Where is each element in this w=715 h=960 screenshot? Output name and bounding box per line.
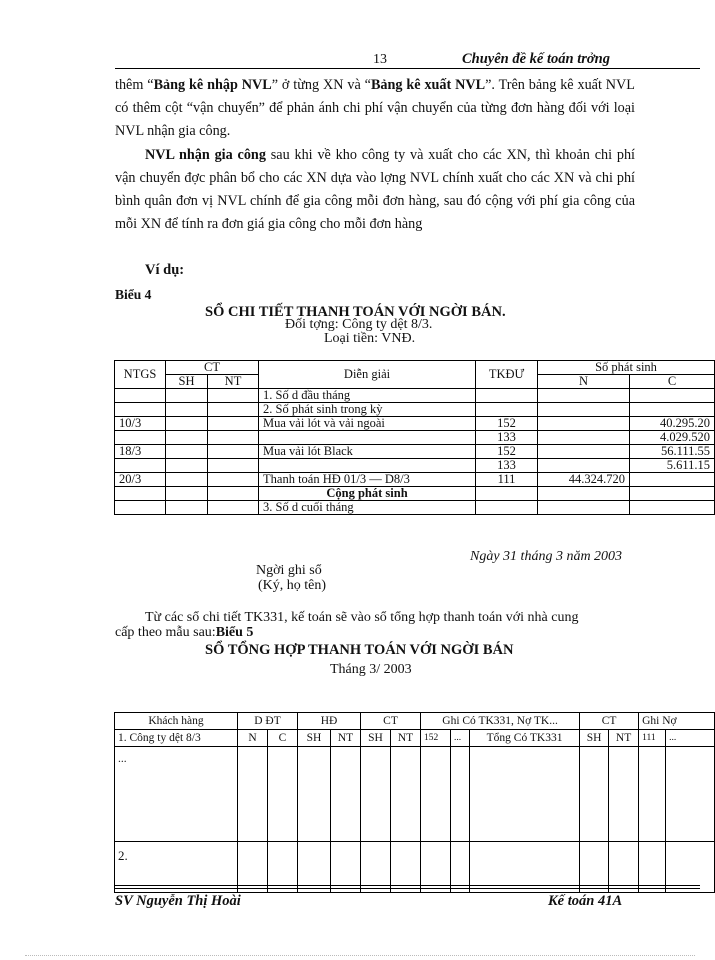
cell-tkdu: 152 (476, 417, 538, 431)
example-label: Ví dụ: (145, 262, 185, 278)
col-tkdu: TKĐƯ (476, 361, 538, 389)
col-khach-hang: Khách hàng (115, 713, 238, 730)
col-hd: HĐ (298, 713, 361, 730)
text: Từ các sổ chi tiết TK331, kế toán sẽ vào sổ tổng hợp thanh toán với nhà cung (145, 610, 579, 625)
summary-table (114, 712, 715, 893)
table-row (115, 747, 715, 842)
table-row (115, 445, 715, 459)
cell-n (538, 487, 630, 501)
cell-n (538, 445, 630, 459)
header-rule (115, 68, 700, 69)
table-row (115, 730, 715, 747)
cell-tkdu (476, 501, 538, 515)
cell-nt: NT (391, 730, 421, 747)
cell-nt: NT (331, 730, 361, 747)
cell-sh (166, 473, 208, 487)
paragraph-3 (145, 610, 579, 625)
cell-dien-giai: 3. Số d cuối tháng (259, 501, 476, 515)
text: ”. Trên bảng kê xuất NVL có thêm cột “vận chuyển” để phản ánh chi phí vận chuyển của từng đơn hàng đối với loại NVL nhận gia công. (115, 77, 635, 139)
cell-dots: ... (666, 730, 715, 747)
cell-n (538, 403, 630, 417)
col-n: N (538, 375, 630, 389)
cell-dien-giai: 2. Số phát sinh trong kỳ (259, 403, 476, 417)
cell-tkdu: 133 (476, 431, 538, 445)
cell-ntgs (115, 389, 166, 403)
cell-c: 56.111.55 (630, 445, 715, 459)
col-ghi-co: Ghi Có TK331, Nợ TK... (421, 713, 580, 730)
cell-c (630, 487, 715, 501)
signature-date: Ngày 31 tháng 3 năm 2003 (470, 549, 623, 564)
table-row (115, 487, 715, 501)
table2-period: Tháng 3/ 2003 (330, 662, 412, 677)
cell-n (538, 459, 630, 473)
cell-dots: ... (115, 747, 238, 842)
cell-nt (208, 445, 259, 459)
cell-tkdu (476, 403, 538, 417)
cell-tong-co: Tổng Có TK331 (470, 730, 580, 747)
cell-n (538, 389, 630, 403)
table1-currency: Loại tiền: VNĐ. (324, 331, 416, 346)
cell-c (630, 389, 715, 403)
cell-sh (166, 431, 208, 445)
cell-nt (208, 459, 259, 473)
table-row (115, 473, 715, 487)
cell-n: N (238, 730, 268, 747)
cell-sh (166, 389, 208, 403)
cell-ntgs: 20/3 (115, 473, 166, 487)
cell-sh (166, 501, 208, 515)
ledger-table (114, 360, 715, 515)
footer-rule (115, 888, 700, 889)
cell-tkdu (476, 389, 538, 403)
running-title: Chuyên đề kế toán trởng (462, 51, 610, 67)
bold-text: NVL nhận gia công (145, 147, 266, 163)
cell-sh: SH (298, 730, 331, 747)
cell-tkdu (476, 487, 538, 501)
cell-dien-giai: Mua vải lót và vải ngoài (259, 417, 476, 431)
cell-sh: SH (361, 730, 391, 747)
bold-text: Bảng kê nhập NVL (153, 77, 272, 93)
text: cấp theo mẫu sau: (115, 625, 216, 640)
cell-dien-giai: Thanh toán HĐ 01/3 — D8/3 (259, 473, 476, 487)
col-ct: CT (166, 361, 259, 375)
text: ” ở từng XN và “ (271, 77, 371, 93)
cell-n: 44.324.720 (538, 473, 630, 487)
cell-tkdu: 152 (476, 445, 538, 459)
text: sau khi về kho công ty và xuất cho các XN, thì khoản chi phí vận chuyển đợc phân bổ cho các XN dựa vào lợng NVL chính xuất cho các XN và chi phí bình quân đơn vị NVL chính để gia công mỗi đơn hàng, sau đó cộng với phí gia công của mỗi XN để tính ra đơn giá gia công cho mỗi đơn hàng (115, 147, 635, 232)
cell-tkdu: 111 (476, 473, 538, 487)
table-row (115, 389, 715, 403)
table-header-row (115, 361, 715, 375)
cell-ntgs: 10/3 (115, 417, 166, 431)
page-edge-rule (25, 955, 695, 956)
paragraph-2 (115, 144, 635, 236)
cell-sh: SH (580, 730, 609, 747)
cell-nt (208, 389, 259, 403)
cell-ntgs (115, 403, 166, 417)
cell-ntgs: 18/3 (115, 445, 166, 459)
cell-c: 40.295.20 (630, 417, 715, 431)
table-row (115, 459, 715, 473)
cell-tkdu: 133 (476, 459, 538, 473)
cell-n (538, 501, 630, 515)
table-row (115, 403, 715, 417)
cell-dien-giai: Cộng phát sinh (259, 487, 476, 501)
cell-c (630, 501, 715, 515)
cell-n (538, 431, 630, 445)
cell-ntgs (115, 431, 166, 445)
table-row (115, 417, 715, 431)
cell-nt (208, 417, 259, 431)
cell-n (538, 417, 630, 431)
col-ct2: CT (580, 713, 639, 730)
cell-c (630, 403, 715, 417)
cell-nt: NT (609, 730, 639, 747)
cell-111: 111 (639, 730, 666, 747)
col-sh: SH (166, 375, 208, 389)
cell-152: 152 (421, 730, 451, 747)
paragraph-1 (115, 74, 635, 143)
cell-ntgs (115, 501, 166, 515)
cell-nt (208, 431, 259, 445)
footer-rule (115, 885, 700, 886)
cell-sh (166, 403, 208, 417)
bieu5-label: Biểu 5 (215, 625, 254, 640)
cell-sh (166, 487, 208, 501)
paragraph-3-line2 (115, 625, 253, 640)
cell-dien-giai: 1. Số d đầu tháng (259, 389, 476, 403)
table-row (115, 431, 715, 445)
col-dien-giai: Diễn giải (259, 361, 476, 389)
page-number: 13 (373, 52, 387, 67)
cell-dots: ... (451, 730, 470, 747)
cell-c: 5.611.15 (630, 459, 715, 473)
table-header-row (115, 713, 715, 730)
text: thêm “ (115, 77, 154, 93)
cell-ntgs (115, 487, 166, 501)
col-nt: NT (208, 375, 259, 389)
signature-note: (Ký, họ tên) (258, 578, 327, 593)
cell-nt (208, 501, 259, 515)
col-ct: CT (361, 713, 421, 730)
cell-sh (166, 417, 208, 431)
cell-dien-giai: Mua vải lót Black (259, 445, 476, 459)
cell-nt (208, 473, 259, 487)
cell-c: 4.029.520 (630, 431, 715, 445)
cell-row2: 2. (115, 842, 238, 893)
cell-c: C (268, 730, 298, 747)
cell-nt (208, 487, 259, 501)
table-row (115, 501, 715, 515)
col-so-phat-sinh: Số phát sinh (538, 361, 715, 375)
table1-subject: Đối tợng: Công ty dệt 8/3. (285, 317, 433, 332)
col-dd-dt: D ĐT (238, 713, 298, 730)
cell-nt (208, 403, 259, 417)
col-ntgs: NTGS (115, 361, 166, 389)
table1-title: SỔ CHI TIẾT THANH TOÁN VỚI NGỜI BÁN. (205, 304, 506, 320)
customer-cell: 1. Công ty dệt 8/3 (115, 730, 238, 747)
cell-ntgs (115, 459, 166, 473)
bold-text: Bảng kê xuất NVL (370, 77, 486, 93)
footer-author: SV Nguyễn Thị Hoài (115, 893, 241, 909)
signature-role: Ngời ghi sổ (256, 563, 322, 578)
cell-c (630, 473, 715, 487)
table2-title: SỔ TỔNG HỢP THANH TOÁN VỚI NGỜI BÁN (205, 642, 514, 658)
cell-sh (166, 445, 208, 459)
cell-dien-giai (259, 459, 476, 473)
footer-class: Kế toán 41A (548, 893, 623, 909)
col-ghi-no: Ghi Nợ (639, 713, 715, 730)
cell-dien-giai (259, 431, 476, 445)
cell-sh (166, 459, 208, 473)
col-c: C (630, 375, 715, 389)
bieu4-label: Biểu 4 (115, 287, 152, 302)
